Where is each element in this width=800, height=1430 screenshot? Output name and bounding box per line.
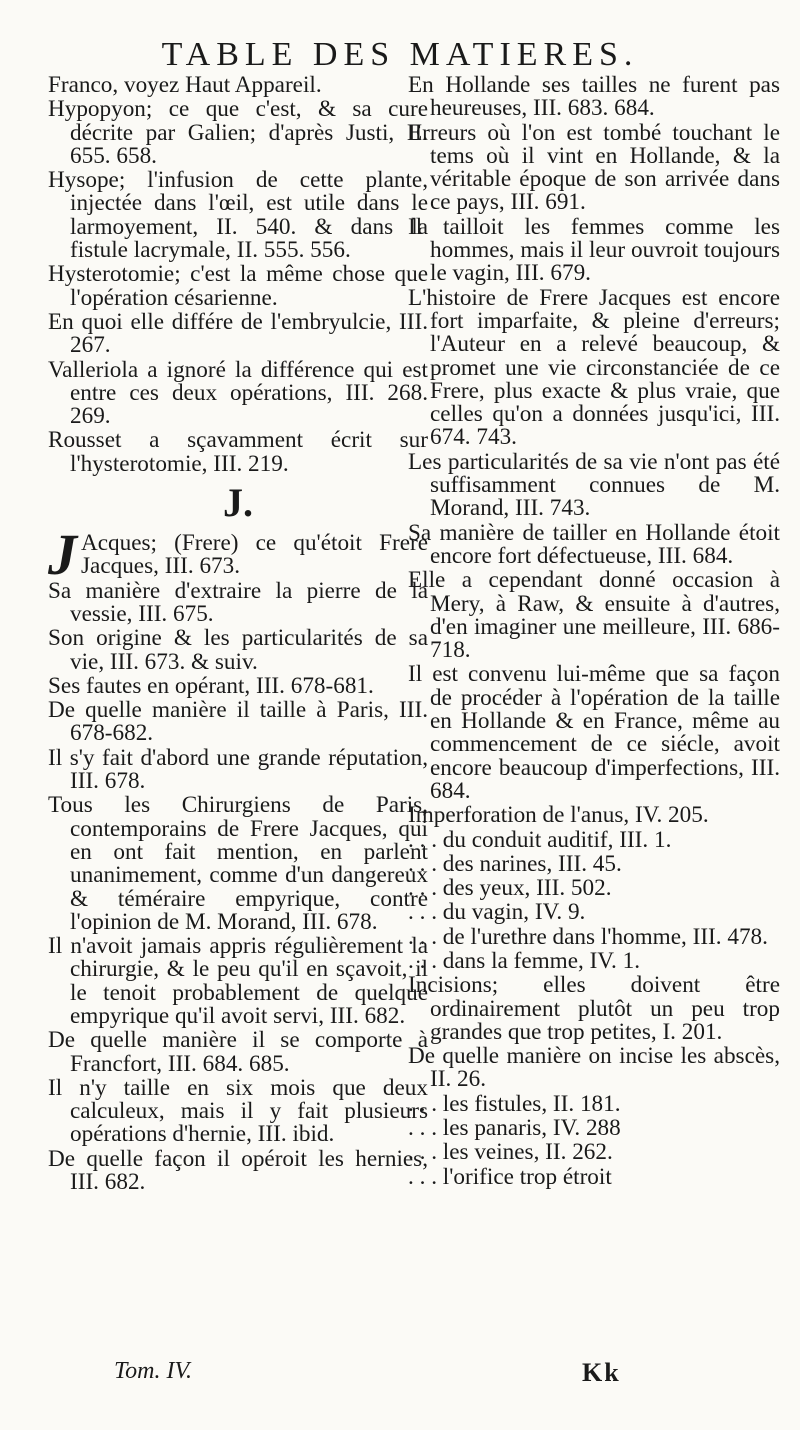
left-column	[48, 74, 428, 1195]
section-letter: J.	[223, 480, 253, 526]
index-entry: Incisions; elles doivent être ordinairement plutôt un peu trop grandes que trop petites, I. 201.	[408, 972, 780, 1045]
index-entry: . . . des yeux, III. 502.	[408, 875, 612, 902]
index-entry: Hypopyon; ce que c'est, & sa cure décrite par Galien; d'après Justi, II. 655. 658.	[48, 96, 428, 169]
index-entry: De quelle façon il opéroit les hernies, III. 682.	[48, 1145, 428, 1196]
index-entry: De quelle manière on incise les abscès, II. 26.	[408, 1043, 780, 1093]
index-entry: Il n'avoit jamais appris régulièrement la chirurgie, & le peu qu'il en sçavoit, il le tenoit probablement de quelque empyrique qu'il avoit servi, III. 682.	[48, 933, 428, 1029]
index-entry: Valleriola a ignoré la différence qui est entre ces deux opérations, III. 268. 269.	[48, 356, 428, 430]
index-entry: . . . du conduit auditif, III. 1.	[408, 826, 672, 853]
index-entry: Franco, voyez Haut Appareil.	[48, 72, 322, 98]
dropcap-entry	[48, 522, 428, 588]
index-entry: Ses fautes en opérant, III. 678-681.	[48, 672, 374, 699]
index-entry: Il est convenu lui-même que sa façon de procéder à l'opération de la taille en Hollande & en France, même au commencement de ce siécle, avoit encore beaucoup d'imperfections, III. 684.	[408, 661, 780, 804]
index-entry: De quelle manière il taille à Paris, III. 678-682.	[48, 697, 428, 747]
index-entry: Rousset a sçavamment écrit sur l'hysterotomie, III. 219.	[48, 427, 428, 477]
index-entry: Il s'y fait d'abord une grande réputation, III. 678.	[48, 744, 428, 795]
left-entries-2	[48, 577, 428, 1196]
index-entry: En Hollande ses tailles ne furent pas heureuses, III. 683. 684.	[408, 72, 780, 122]
volume-marker: Tom. IV.	[114, 1358, 193, 1384]
index-entry: . . . les fistules, II. 181.	[408, 1090, 621, 1117]
index-entry: Sa manière d'extraire la pierre de la vessie, III. 675.	[48, 577, 428, 627]
signature-mark: Kk	[582, 1358, 621, 1387]
index-entry: Erreurs où l'on est tombé touchant le tems où il vint en Hollande, & la véritable époque de son arrivée dans ce pays, III. 691.	[408, 119, 780, 216]
index-entry: Son origine & les particularités de sa vie, III. 673. & suiv.	[48, 625, 428, 675]
dropcap-entry-text: Acques; (Frere) ce qu'étoit Frere Jacques, III. 673.	[81, 530, 428, 580]
dropcap-letter: J	[48, 522, 77, 588]
index-entry: Tous les Chirurgiens de Paris, contemporains de Frere Jacques, qui en ont fait mention, en parlent unanimement, comme d'un dangereux & téméraire empyrique, contre l'opinion de M. Morand, III. 678.	[48, 792, 428, 935]
right-entries	[408, 74, 780, 1189]
left-entries	[48, 74, 428, 476]
index-entry: . . . des narines, III. 45.	[408, 850, 622, 877]
index-entry: Hysope; l'infusion de cette plante, injectée dans l'œil, est utile dans le larmoyement, II. 540. & dans la fistule lacrymale, II. 555. 556.	[48, 167, 428, 264]
right-column	[408, 74, 780, 1190]
index-entry: Hysterotomie; c'est la même chose que l'opération césarienne.	[48, 261, 428, 311]
index-entry: . . . du vagin, IV. 9.	[408, 899, 586, 926]
index-entry: Il tailloit les femmes comme les hommes, mais il leur ouvroit toujours le vagin, III. 679.	[408, 213, 780, 287]
index-entry: . . . l'orifice trop étroit	[408, 1163, 612, 1190]
index-entry: . . . de l'urethre dans l'homme, III. 478.	[408, 923, 768, 950]
index-entry: Elle a cependant donné occasion à Mery, à Raw, & ensuite à d'autres, d'en imaginer une meilleure, III. 686-718.	[408, 567, 780, 664]
index-entry: Imperforation de l'anus, IV. 205.	[408, 802, 709, 829]
index-entry: . . . les panaris, IV. 288	[408, 1115, 621, 1142]
index-entry: Les particularités de sa vie n'ont pas été suffisamment connues de M. Morand, III. 743.	[408, 448, 780, 522]
index-entry: Il n'y taille en six mois que deux calculeux, mais il y fait plusieurs opérations d'hernie, III. ibid.	[48, 1074, 428, 1148]
index-entry: Sa manière de tailler en Hollande étoit encore fort défectueuse, III. 684.	[408, 519, 780, 569]
index-entry: . . . les veines, II. 262.	[408, 1139, 613, 1166]
index-entry: En quoi elle différe de l'embryulcie, III. 267.	[48, 308, 428, 359]
index-entry: L'histoire de Frere Jacques est encore fort imparfaite, & pleine d'erreurs; l'Auteur en a relevé beaucoup, & promet une vie circonstanciée de ce Frere, plus exacte & plus vraie, que celles qu'on a données jusqu'ici, III. 674. 743.	[408, 284, 780, 451]
running-head: TABLE DES MATIERES.	[161, 36, 639, 73]
index-entry: . . . dans la femme, IV. 1.	[408, 947, 641, 974]
index-entry: De quelle manière il se comporte à Francfort, III. 684. 685.	[48, 1027, 428, 1077]
